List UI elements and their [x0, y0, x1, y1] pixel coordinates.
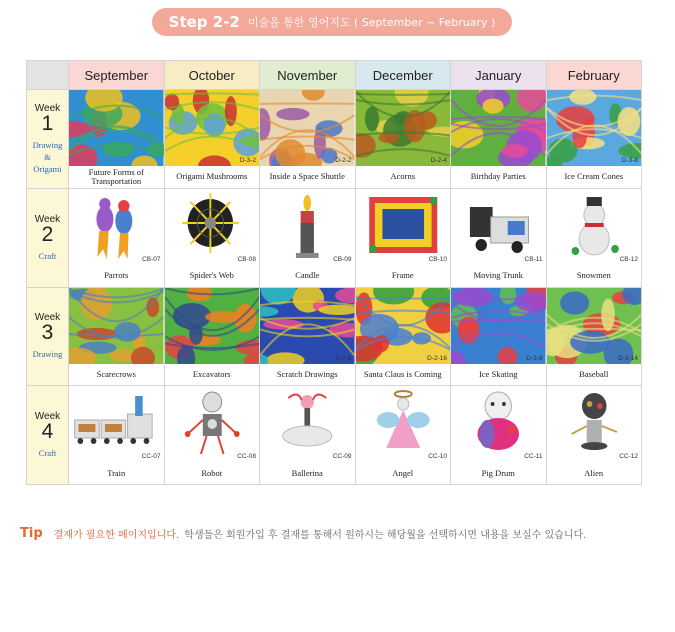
tip-highlight: 결재가 필요한 페이지입니다. [53, 530, 180, 541]
activity-caption: Train [107, 467, 126, 478]
activity-card-origami-mushrooms[interactable] [165, 90, 260, 188]
activity-code: D-2-2 [335, 157, 352, 164]
month-header-february: February [547, 61, 642, 89]
activity-thumbnail[interactable] [260, 189, 355, 265]
activity-code: D-2-16 [427, 354, 447, 362]
activity-thumbnail[interactable] [547, 90, 642, 166]
activity-caption: Scarecrows [96, 368, 136, 379]
week-activity [39, 447, 56, 459]
activity-card-frame[interactable] [356, 189, 451, 287]
week-label-1 [27, 90, 68, 188]
week-label-2 [27, 189, 68, 287]
activity-card-ice-skating[interactable] [451, 288, 546, 386]
activity-code: CC-12 [619, 453, 638, 461]
tip-note [20, 523, 586, 542]
activity-card-scratch-drawings[interactable] [260, 288, 355, 386]
activity-caption: Angel [392, 467, 414, 478]
table-corner [27, 61, 68, 89]
activity-card-inside-a-space-shuttle[interactable] [260, 90, 355, 188]
week-number: 2 [41, 222, 54, 246]
activity-code: D-2-4 [430, 157, 447, 164]
activity-caption: Ballerina [291, 467, 323, 478]
section-header [152, 8, 512, 36]
activity-caption: Scratch Drawings [276, 368, 338, 379]
week-activity-line: Drawing [32, 349, 63, 360]
week-activity-line: Craft [38, 448, 57, 459]
activity-caption: Origami Mushrooms [176, 171, 248, 182]
activity-thumbnail[interactable] [165, 288, 260, 364]
activity-thumbnail[interactable] [165, 90, 260, 166]
activity-thumbnail[interactable] [69, 90, 164, 166]
activity-card-acorns[interactable] [356, 90, 451, 188]
activity-code: D-3-2 [239, 157, 256, 164]
activity-thumbnail[interactable] [165, 189, 260, 265]
activity-caption: Spider's Web [189, 270, 234, 281]
month-header-october: October [165, 61, 260, 89]
activity-thumbnail[interactable] [69, 189, 164, 265]
activity-thumbnail[interactable] [260, 90, 355, 166]
activity-caption: Ice Skating [479, 368, 518, 379]
month-header-november: November [260, 61, 355, 89]
week-number: 4 [41, 420, 54, 444]
curriculum-table [26, 60, 642, 485]
activity-thumbnail[interactable] [451, 189, 546, 265]
activity-thumbnail[interactable] [260, 386, 355, 462]
activity-caption: Ice Cream Cones [564, 171, 624, 182]
tip-text: 학생들은 회원가입 후 결재를 통해서 원하시는 해당월을 선택하시면 내용을 보실수 있습니다. [184, 530, 587, 541]
activity-caption: Candle [295, 270, 320, 281]
activity-card-ballerina[interactable] [260, 386, 355, 484]
activity-code: D-3-6 [526, 354, 543, 362]
activity-caption: Parrots [104, 270, 129, 281]
activity-card-ice-cream-cones[interactable] [547, 90, 642, 188]
week-number: 1 [41, 111, 54, 135]
activity-thumbnail[interactable] [547, 386, 642, 462]
week-word: Week [34, 102, 61, 114]
week-activity [33, 139, 63, 175]
section-title: 미술을 통한 영어지도 ( September ~ February ) [247, 16, 496, 29]
activity-caption: Alien [584, 467, 604, 478]
activity-thumbnail[interactable] [69, 288, 164, 364]
week-activity-line: Craft [38, 250, 57, 261]
activity-card-train[interactable] [69, 386, 164, 484]
week-word: Week [34, 312, 61, 324]
activity-card-spider-s-web[interactable] [165, 189, 260, 287]
activity-card-parrots[interactable] [69, 189, 164, 287]
activity-caption: Moving Trunk [473, 270, 523, 281]
activity-card-baseball[interactable] [547, 288, 642, 386]
activity-card-moving-trunk[interactable] [451, 189, 546, 287]
activity-caption: Frame [391, 270, 414, 281]
activity-code: CC-07 [141, 453, 161, 461]
activity-code: D-3-14 [618, 354, 638, 362]
week-activity-line: Origami [33, 163, 62, 174]
activity-code: CB-07 [142, 255, 161, 263]
activity-card-robot[interactable] [165, 386, 260, 484]
activity-card-excavators[interactable] [165, 288, 260, 386]
activity-code: CB-12 [619, 255, 638, 263]
week-activity-line: Drawing [32, 139, 63, 150]
activity-caption: Birthday Parties [470, 171, 526, 182]
activity-caption: Pig Drum [481, 467, 515, 478]
activity-code: D-2-8 [335, 354, 352, 362]
activity-caption: Robot [201, 467, 223, 478]
activity-thumbnail[interactable] [451, 288, 546, 364]
activity-thumbnail[interactable] [69, 386, 164, 462]
activity-code: CB-11 [524, 255, 543, 263]
activity-caption: Santa Claus is Coming [363, 368, 442, 379]
activity-caption: Snowmen [576, 270, 611, 281]
week-word: Week [34, 213, 61, 225]
activity-card-snowmen[interactable] [547, 189, 642, 287]
activity-thumbnail[interactable] [547, 288, 642, 364]
activity-thumbnail[interactable] [547, 189, 642, 265]
week-number: 3 [41, 321, 54, 345]
tip-label: Tip [20, 526, 43, 541]
activity-thumbnail[interactable] [260, 288, 355, 364]
activity-card-angel[interactable] [356, 386, 451, 484]
month-header-december: December [356, 61, 451, 89]
step-label: Step 2-2 [168, 13, 240, 31]
activity-thumbnail[interactable] [451, 386, 546, 462]
activity-thumbnail[interactable] [451, 90, 546, 166]
activity-caption: Acorns [390, 171, 416, 182]
activity-thumbnail[interactable] [165, 386, 260, 462]
activity-code: CC-10 [428, 453, 447, 461]
week-label-3 [27, 288, 68, 386]
activity-code: CC-09 [332, 453, 352, 461]
activity-code: D-3-8 [621, 157, 638, 164]
activity-thumbnail[interactable] [356, 386, 451, 462]
activity-card-scarecrows[interactable] [69, 288, 164, 386]
activity-caption: Baseball [579, 368, 609, 379]
week-word: Week [34, 411, 61, 423]
activity-caption: Future Forms of Transportation [88, 166, 144, 186]
activity-card-pig-drum[interactable] [451, 386, 546, 484]
activity-code: CB-09 [333, 255, 352, 263]
activity-thumbnail[interactable] [356, 90, 451, 166]
month-header-january: January [451, 61, 546, 89]
activity-card-candle[interactable] [260, 189, 355, 287]
week-label-4 [27, 386, 68, 484]
activity-card-santa-claus-is-coming[interactable] [356, 288, 451, 386]
activity-code: CC-08 [237, 453, 256, 461]
activity-card-alien[interactable] [547, 386, 642, 484]
activity-code: CB-08 [237, 255, 256, 263]
activity-thumbnail[interactable] [356, 288, 451, 364]
activity-thumbnail[interactable] [356, 189, 451, 265]
activity-code: CC-11 [524, 453, 543, 461]
activity-code: CB-10 [428, 255, 447, 263]
month-header-september: September [69, 61, 164, 89]
activity-card-birthday-parties[interactable] [451, 90, 546, 188]
week-activity [39, 250, 56, 262]
week-activity [33, 348, 63, 360]
activity-caption: Excavators [192, 368, 231, 379]
activity-card-future-forms-of-transportation[interactable] [69, 90, 164, 188]
week-activity-line: & [44, 151, 51, 162]
activity-caption: Inside a Space Shuttle [269, 171, 345, 182]
